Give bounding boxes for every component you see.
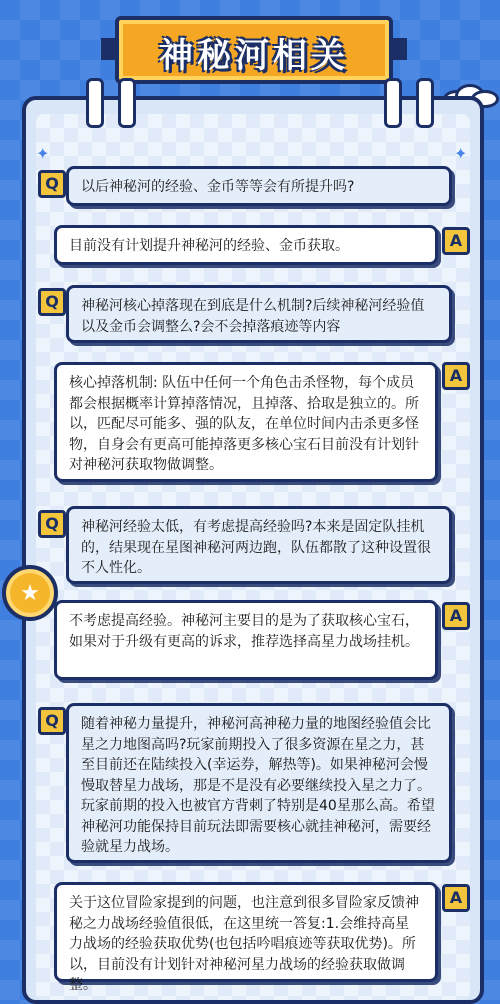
question-bubble: 神秘河核心掉落现在到底是什么机制?后续神秘河经验值以及金币会调整么?会不会掉落痕迹等内容 bbox=[66, 285, 452, 343]
binder-ring-icon bbox=[118, 78, 136, 128]
question-bubble: 随着神秘力量提升，神秘河高神秘力量的地图经验值会比星之力地图高吗?玩家前期投入了很多资源在星之力，甚至目前还在陆续投入(幸运券，解热等)。如果神秘河会慢慢取替星力战场，那是不是没有必要继续投入星之力了。玩家前期的投入也被官方背刺了特别是40星那么高。希望神秘河功能保持目前玩法即需要核心就挂神秘河，需要经验就星力战场。 bbox=[66, 703, 452, 863]
answer-badge: A bbox=[442, 602, 470, 630]
binder-ring-icon bbox=[384, 78, 402, 128]
coin-icon: ★ bbox=[2, 565, 58, 621]
page-title: 神秘河相关 bbox=[159, 36, 349, 76]
star-icon: ✦ bbox=[454, 144, 468, 163]
question-badge: Q bbox=[38, 510, 66, 538]
title-banner bbox=[115, 16, 393, 84]
answer-bubble: 不考虑提高经验。神秘河主要目的是为了获取核心宝石，如果对于升级有更高的诉求，推荐选择高星力战场挂机。 bbox=[54, 600, 438, 680]
binder-ring-icon bbox=[416, 78, 434, 128]
answer-bubble: 核心掉落机制: 队伍中任何一个角色击杀怪物，每个成员都会根据概率计算掉落情况，且掉落、拾取是独立的。所以，匹配尽可能多、强的队友，在单位时间内击杀更多怪物，自身会有更高可能掉落更多核心宝石目前没有计划针对神秘河获取物做调整。 bbox=[54, 362, 438, 482]
answer-bubble: 关于这位冒险家提到的问题，也注意到很多冒险家反馈神秘之力战场经验值很低，在这里统一答复:1.会维持高星力战场的经验获取优势(也包括吟唱痕迹等获取优势)。所以，目前没有计划针对神秘河星力战场的经验获取做调整。 bbox=[54, 882, 438, 982]
answer-badge: A bbox=[442, 362, 470, 390]
binder-ring-icon bbox=[86, 78, 104, 128]
answer-bubble: 目前没有计划提升神秘河的经验、金币获取。 bbox=[54, 225, 438, 265]
question-badge: Q bbox=[38, 707, 66, 735]
answer-badge: A bbox=[442, 884, 470, 912]
answer-badge: A bbox=[442, 227, 470, 255]
question-badge: Q bbox=[38, 170, 66, 198]
star-icon: ✦ bbox=[36, 144, 50, 163]
question-bubble: 以后神秘河的经验、金币等等会有所提升吗? bbox=[66, 166, 452, 206]
question-bubble: 神秘河经验太低，有考虑提高经验吗?本来是固定队挂机的，结果现在星图神秘河两边跑，队伍都散了这种设置很不人性化。 bbox=[66, 506, 452, 584]
question-badge: Q bbox=[38, 288, 66, 316]
